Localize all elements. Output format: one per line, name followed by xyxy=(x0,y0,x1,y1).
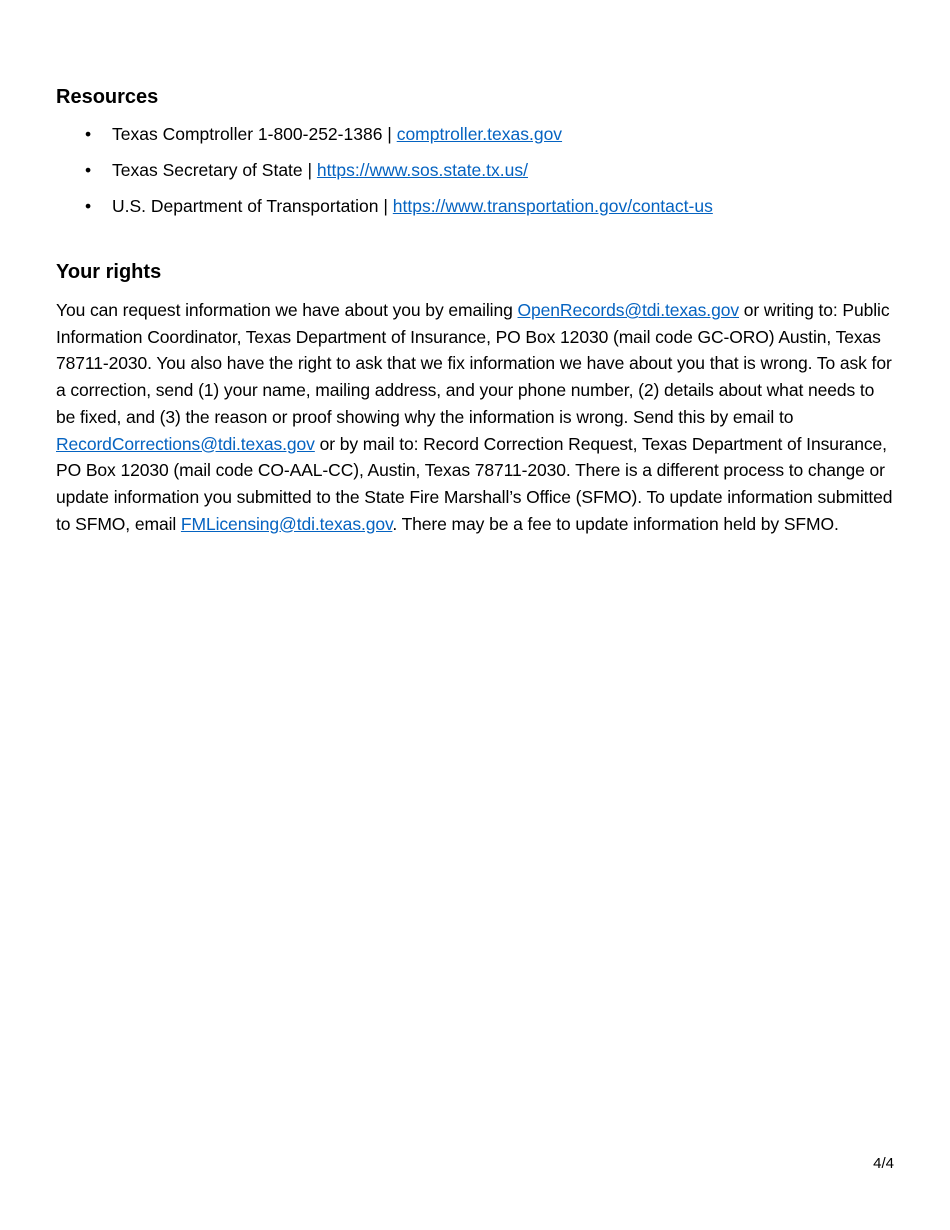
fm-licensing-email-link[interactable]: FMLicensing@tdi.texas.gov xyxy=(180,513,393,534)
rights-text-3: or by mail to: Record Correction Request, Texas Department of Insurance, PO Box 12030 (mail code CO-AAL-CC), Austin, Texas 78711-2030. There is a different process to change or update information you submitted to the State Fire Marshall’s Office (SFMO). To update information submitted to SFMO, email xyxy=(56,433,893,534)
rights-heading: Your rights xyxy=(56,261,162,283)
resource-text: U.S. Department of Transportation | xyxy=(112,196,393,216)
list-item xyxy=(56,157,894,183)
record-corrections-email-link[interactable]: RecordCorrections@tdi.texas.gov xyxy=(56,433,315,454)
page-number: 4/4 xyxy=(873,1155,894,1172)
list-item xyxy=(56,193,894,219)
open-records-email-link[interactable]: OpenRecords@tdi.texas.gov xyxy=(517,300,739,320)
rights-text-4: . There may be a fee to update information held by SFMO. xyxy=(392,513,839,534)
resources-heading: Resources xyxy=(56,86,159,108)
resources-list xyxy=(56,121,894,229)
rights-paragraph xyxy=(56,297,894,537)
comptroller-link[interactable]: comptroller.texas.gov xyxy=(396,124,563,144)
bullet-icon: • xyxy=(85,124,92,144)
bullet-icon: • xyxy=(85,196,92,216)
resource-text: Texas Comptroller 1-800-252-1386 | xyxy=(112,124,397,144)
transportation-link[interactable]: https://www.transportation.gov/contact-us xyxy=(392,196,713,216)
secretary-of-state-link[interactable]: https://www.sos.state.tx.us/ xyxy=(316,160,528,180)
rights-text-1: You can request information we have about you by emailing xyxy=(56,300,518,320)
list-item xyxy=(56,121,894,147)
bullet-icon: • xyxy=(85,160,92,180)
rights-text-2: or writing to: Public Information Coordinator, Texas Department of Insurance, PO Box 12030 (mail code GC-ORO) Austin, Texas 78711-2030. You also have the right to ask that we fix information we have about you that is wrong. To ask for a correction, send (1) your name, mailing address, and your phone number, (2) details about what needs to be fixed, and (3) the reason or proof showing why the information is wrong. Send this by email to xyxy=(56,300,892,427)
resource-text: Texas Secretary of State | xyxy=(112,160,317,180)
